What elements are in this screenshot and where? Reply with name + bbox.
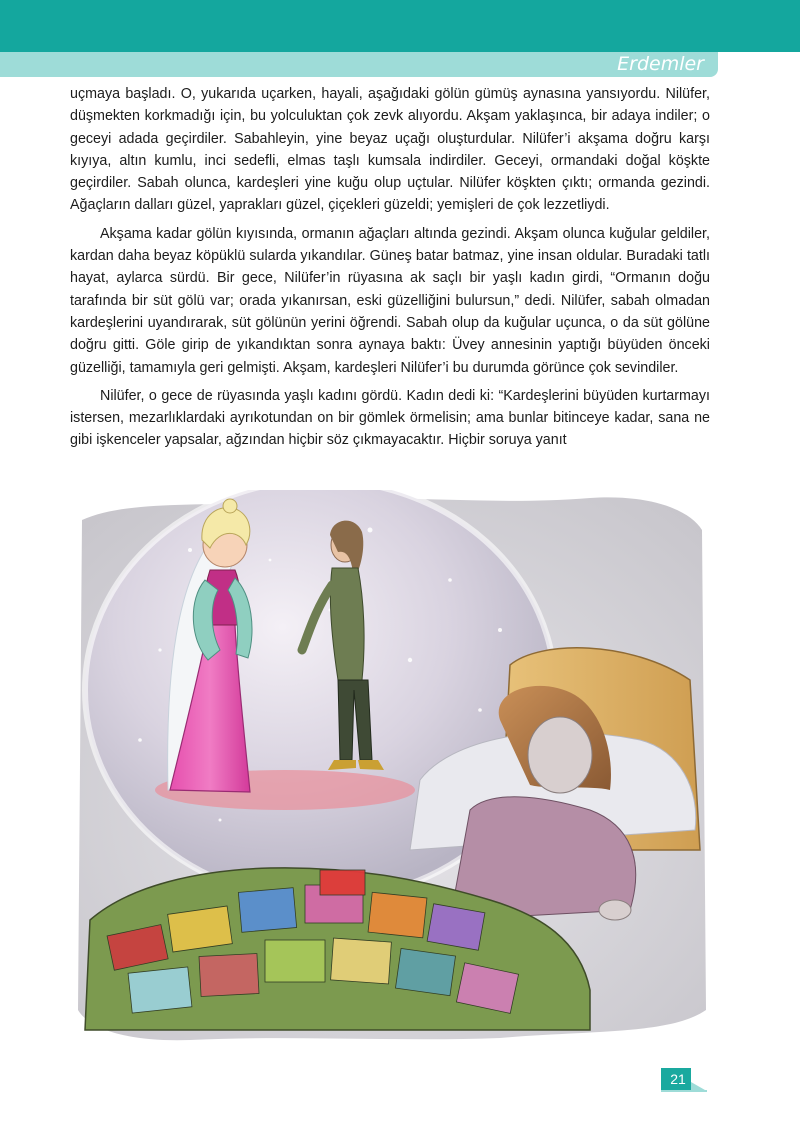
section-title: Erdemler bbox=[617, 53, 704, 75]
story-illustration bbox=[70, 490, 710, 1045]
page-number: 21 bbox=[670, 1071, 686, 1087]
section-tab bbox=[0, 52, 718, 77]
paragraph: Akşama kadar gölün kıyısında, ormanın ağaçları altında gezindi. Akşam olunca kuğular geldiler, kardan daha beyaz köpüklü sularda yıkandılar. Güneş batar batmaz, yine insan oldular. Buradaki tatlı hayat, aylarca sürdü. Bir gece, Nilüfer’in rüyasına ak saçlı bir yaşlı kadın girdi, “Ormanın doğu tarafında bir süt gölü var; orada yıkanırsan, eski güzelliğini bulursun,” dedi. Nilüfer, sabah olmadan kardeşlerini uyandırarak, süt gölünün yerini öğrendi. Sabah olup da kuğular uçunca, o da süt gölüne doğru gitti. Göle girip de yıkandıktan sonra aynaya baktı: Üvey annesinin yaptığı büyüden önceki güzelliği, tamamıyla geri gelmişti. Akşam, kardeşleri Nilüfer’i bu durumda görünce çok sevindiler. bbox=[70, 225, 710, 376]
header-band bbox=[0, 0, 800, 52]
paragraph: Nilüfer, o gece de rüyasında yaşlı kadını gördü. Kadın dedi ki: “Kardeşlerini büyüden kurtarmayı istersen, mezarlıklardaki ayrıkotundan on bir gömlek örmelisin; ama bunlar bitinceye kadar, sana ne gibi işkenceler yapsalar, ağzından hiçbir söz çıkmayacaktır. Hiçbir soruya yanıt bbox=[70, 387, 710, 449]
story-text bbox=[70, 83, 710, 458]
paragraph: uçmaya başladı. O, yukarıda uçarken, hayali, aşağıdaki gölün gümüş aynasına yansıyordu. Nilüfer, düşmekten korkmadığı için, bu yolculuktan çok zevk alıyordu. Akşam yaklaşınca, bir adaya indiler; o geceyi adada geçirdiler. Sabahleyin, yine beyaz uçağı oluşturdular. Nilüfer’i akşama doğru karşı kıyıya, altın kumlu, inci sedefli, elmas taşlı kumsala indirdiler. Geceyi, ormandaki doğal köşkte geçirdiler. Sabah olunca, kardeşleri yine kuğu olup uçtular. Nilüfer köşkten çıktı; ormanda gezindi. Ağaçların dalları güzel, yaprakları güzel, çiçekleri güzeldi; yemişleri de çok lezzetliydi. bbox=[70, 86, 710, 214]
